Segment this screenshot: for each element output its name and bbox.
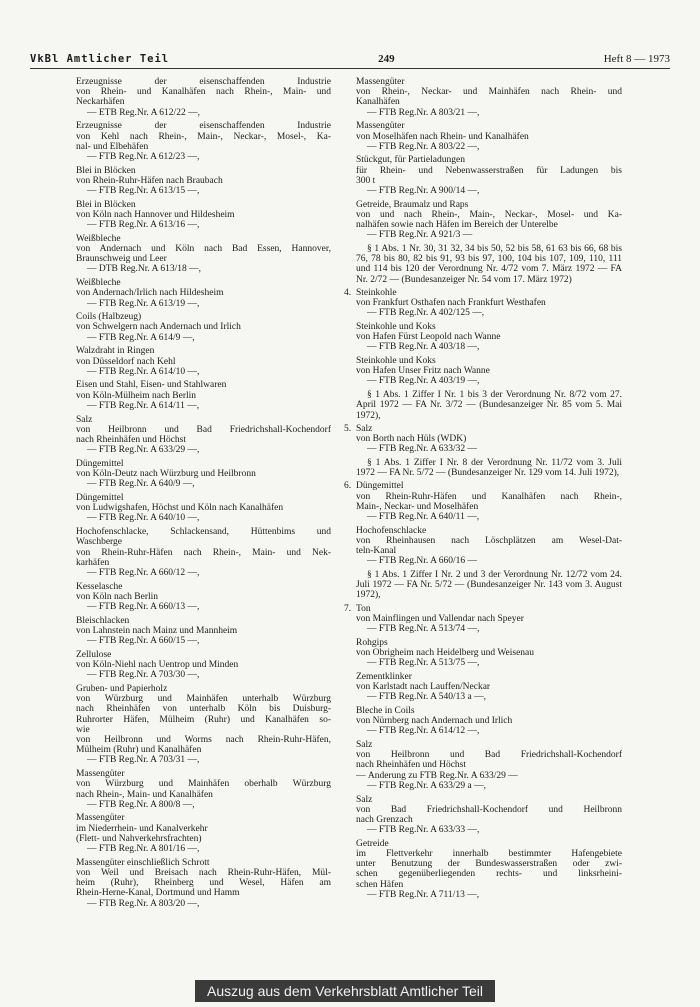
entry-reference: — FTB Reg.Nr. A 800/8 —, — [87, 799, 195, 810]
entry-line: nach Rheinhäfen von unterhalb Köln bis Duisburg- — [76, 704, 331, 715]
entry-title: Massengüter — [356, 121, 405, 132]
page-header — [30, 49, 670, 65]
entry-line: von Rhein-Ruhr-Häfen und Kanalhäfen nach Rhein-, — [356, 491, 622, 502]
entry-reference: — FTB Reg.Nr. A 614/10 —, — [87, 366, 200, 377]
entry-line: im Niederrhein- und Kanalverkehr — [76, 823, 208, 834]
entry-line: von Frankfurt Osthafen nach Frankfurt Westhafen — [356, 298, 546, 309]
list-item — [76, 77, 331, 118]
entry-line: von Rhein- und Kanalhäfen nach Rhein-, Main- und — [76, 87, 331, 98]
entry-line: von Karlstadt nach Lauffen/Neckar — [356, 681, 491, 692]
list-item — [356, 322, 622, 353]
entry-line: Kanalhäfen — [356, 97, 400, 108]
entry-line: von Mainflingen und Vallendar nach Speyer — [356, 613, 524, 624]
entry-title: Gruben- und Papierholz — [76, 683, 168, 694]
entry-line: Mülheim (Ruhr) und Kanalhäfen — [76, 745, 202, 756]
entry-title: Salz — [356, 423, 373, 434]
list-item — [356, 424, 622, 455]
entry-line: von und nach Rhein-, Main-, Neckar-, Mosel- und Ka- — [356, 209, 622, 220]
entry-title: Kesselasche — [76, 581, 123, 592]
footer-banner: Auszug aus dem Verkehrsblatt Amtlicher Teil — [195, 980, 495, 1002]
entry-title: Salz — [356, 794, 373, 805]
entry-line: von Borth nach Hüls (WDK) — [356, 434, 467, 444]
entry-line: von Obrigheim nach Heidelberg und Weisenau — [356, 647, 535, 658]
list-item — [76, 858, 331, 909]
entry-title: Steinkohle — [356, 287, 397, 298]
entry-line: von Andernach/Irlich nach Hildesheim — [76, 288, 224, 299]
numbered-section — [344, 481, 622, 601]
list-item — [356, 795, 622, 836]
entry-line: 300 t — [356, 175, 376, 186]
entry-line: von Rhein-Ruhr-Häfen nach Braubach — [76, 175, 223, 186]
entry-reference: — FTB Reg.Nr. A 614/11 —, — [87, 400, 200, 411]
section-number: 4. — [344, 287, 352, 298]
entry-reference: — FTB Reg.Nr. A 613/19 —, — [87, 298, 200, 309]
entry-reference: — FTB Reg.Nr. A 803/20 —, — [87, 898, 200, 909]
list-item — [356, 288, 622, 319]
entry-reference: — FTB Reg.Nr. A 660/12 —, — [87, 567, 200, 578]
entry-line: von Köln-Niehl nach Uentrop und Minden — [76, 660, 239, 671]
header-rule — [30, 68, 670, 69]
entry-title: Massengüter — [356, 77, 405, 87]
entry-line: nach Grenzach — [356, 814, 413, 825]
numbered-section — [344, 423, 622, 479]
list-item — [76, 582, 331, 613]
list-item — [356, 526, 622, 567]
entry-title: Getreide, Braumalz und Raps — [356, 199, 469, 210]
regulation-paragraph: § 1 Abs. 1 Ziffer I Nr. 8 der Verordnung Nr. 11/72 vom 3. Juli 1972 — FA Nr. 5/72 — (Bundesanzeiger Nr. 129 vom 14. Juli 1972), — [356, 457, 622, 479]
entry-title: Massengüter einschließlich Schrott — [76, 857, 210, 868]
entry-line: Rhein-Herne-Kanal, Dortmund und Hamm — [76, 888, 240, 899]
page-number: 249 — [378, 53, 395, 65]
entry-line: von Rhein-Ruhr-Häfen nach Rhein-, Main- und Nek- — [76, 547, 331, 558]
entry-title: Zementklinker — [356, 671, 412, 682]
entry-line: schen Häfen — [356, 879, 404, 890]
entry-line: von Bad Friedrichshall-Kochendorf und Heilbronn — [356, 804, 622, 815]
entry-title: Blei in Blöcken — [76, 165, 136, 176]
entry-reference: — FTB Reg.Nr. A 614/12 —, — [367, 726, 480, 737]
entry-line: schen gegenüberliegenden rechts- und linksrheini- — [356, 869, 622, 880]
section-number: 7. — [344, 603, 352, 614]
section-number: 6. — [344, 481, 352, 492]
entry-title: Steinkohle und Koks — [356, 356, 436, 367]
entry-title: Blei in Blöcken — [76, 199, 136, 210]
list-item — [76, 346, 331, 377]
entry-reference: — FTB Reg.Nr. A 640/11 —, — [367, 511, 480, 522]
entry-reference: — FTB Reg.Nr. A 660/13 —, — [87, 602, 200, 613]
list-item — [356, 638, 622, 669]
entry-reference: — FTB Reg.Nr. A 402/125 —, — [367, 308, 485, 319]
entry-line: nalhäfen sowie nach Häfen im Bereich der Unterelbe — [356, 220, 558, 231]
entry-title: Massengüter — [76, 813, 125, 824]
entry-line: von Würzburg und Mainhäfen oberhalb Würzburg — [76, 779, 331, 790]
entry-line: — Änderung zu FTB Reg.Nr. A 633/29 — — [356, 770, 518, 781]
entry-title: Massengüter — [76, 769, 125, 780]
entry-title: Rohgips — [356, 637, 388, 648]
entry-title: Walzdraht in Ringen — [76, 346, 155, 357]
entry-line: nach Rheinhäfen und Höchst — [76, 435, 187, 445]
entry-reference: — FTB Reg.Nr. A 614/9 —, — [87, 332, 195, 343]
entry-line: für Rhein- und Nebenwasserstraßen für Ladungen bis — [356, 165, 622, 176]
entry-line: Neckarhäfen — [76, 97, 125, 108]
entry-line: von Köln-Deutz nach Würzburg und Heilbronn — [76, 469, 256, 480]
entry-line: von Weil und Breisach nach Rhein-Ruhr-Häfen, Mül- — [76, 867, 331, 878]
entry-line: heim (Ruhr), Rheinberg und Wesel, Häfen am — [76, 878, 331, 889]
list-item — [76, 769, 331, 810]
entry-title: Weißbleche — [76, 233, 121, 244]
entry-reference: — DTB Reg.Nr. A 613/18 —, — [87, 264, 202, 275]
entry-line: Waschberge — [76, 537, 123, 548]
entry-line: Main-, Neckar- und Moselhäfen — [356, 501, 479, 512]
entry-reference: — FTB Reg.Nr. A 711/13 —, — [367, 889, 480, 900]
entry-line: von Heilbronn und Worms nach Rhein-Ruhr-Häfen, — [76, 734, 331, 745]
entry-title: Düngemittel — [356, 481, 404, 492]
entry-reference: — FTB Reg.Nr. A 640/9 —, — [87, 479, 195, 490]
list-item — [76, 813, 331, 854]
entry-title: Steinkohle und Koks — [356, 321, 436, 332]
entry-reference: — FTB Reg.Nr. A 540/13 a —, — [367, 692, 487, 703]
entry-title: Bleischlacken — [76, 615, 130, 626]
left-column — [76, 77, 331, 912]
entry-title: Salz — [356, 739, 373, 750]
entry-reference: — FTB Reg.Nr. A 633/32 — — [367, 444, 478, 455]
entry-line: von Rheinhausen nach Löschplätzen am Wesel-Dat- — [356, 535, 622, 546]
regulation-paragraph: § 1 Abs. 1 Nr. 30, 31 32, 34 bis 50, 52 bis 58, 61 63 bis 66, 68 bis 76, 78 bis 80, 82 bis 91, 93 bis 97, 100, 104 bis 107, 109, 110, 111 und 114 bis 120 der Verordnung Nr. 4/72 vom 7. März 1972 — FA Nr. 2/72 — (Bundesanzeiger Nr. 54 vom 17. März 1972) — [356, 244, 622, 285]
entry-reference: — FTB Reg.Nr. A 900/14 —, — [367, 186, 480, 197]
list-item — [76, 312, 331, 343]
entry-title: Düngemittel — [76, 458, 124, 469]
list-item — [356, 77, 622, 118]
entry-title: Hochofenschlacke, Schlackensand, Hüttenbims und — [76, 527, 331, 538]
entry-title: Coils (Halbzeug) — [76, 312, 142, 323]
list-item — [356, 356, 622, 387]
entry-title: Düngemittel — [76, 493, 124, 504]
entry-reference: — FTB Reg.Nr. A 703/30 —, — [87, 670, 200, 681]
entry-line: von Heilbronn und Bad Friedrichshall-Kochendorf — [76, 424, 331, 435]
list-item — [76, 234, 331, 275]
entry-line: nach Rheinhäfen und Höchst — [356, 760, 467, 771]
entry-line: von Kehl nach Rhein-, Main-, Neckar-, Mosel-, Ka- — [76, 131, 331, 142]
entry-line: unter Benutzung der Bundeswasserstraßen oder zwi- — [356, 859, 622, 870]
regulation-paragraph: § 1 Abs. 1 Ziffer I Nr. 2 und 3 der Verordnung Nr. 12/72 vom 24. Juli 1972 — FA Nr. 5/72 — (Bundesanzeiger Nr. 143 vom 3. August 1972), — [356, 569, 622, 601]
list-item — [356, 604, 622, 635]
list-item — [76, 493, 331, 524]
entry-line: von Hafen Unser Fritz nach Wanne — [356, 366, 490, 377]
entry-reference: — FTB Reg.Nr. A 633/29 a —, — [367, 780, 487, 791]
right-column — [344, 77, 622, 904]
list-item — [356, 672, 622, 703]
list-item — [76, 200, 331, 231]
list-item — [356, 200, 622, 241]
entry-line: von Köln-Mülheim nach Berlin — [76, 390, 197, 401]
list-item — [76, 166, 331, 197]
entry-line: von Würzburg und Mainhäfen unterhalb Würzburg — [76, 694, 331, 705]
entry-line: Braunschweig und Leer — [76, 254, 167, 265]
entry-reference: — FTB Reg.Nr. A 612/23 —, — [87, 151, 200, 162]
entry-reference: — FTB Reg.Nr. A 403/19 —, — [367, 376, 480, 387]
list-item — [76, 278, 331, 309]
entry-line: von Köln nach Hannover und Hildesheim — [76, 209, 235, 220]
list-item — [76, 684, 331, 766]
entry-title: Eisen und Stahl, Eisen- und Stahlwaren — [76, 380, 227, 391]
entry-line: (Flett- und Nahverkehrsfrachten) — [76, 833, 202, 844]
entry-title: Hochofenschlacke — [356, 525, 427, 536]
entry-reference: — FTB Reg.Nr. A 703/31 —, — [87, 755, 200, 766]
list-item — [76, 380, 331, 411]
entry-reference: — FTB Reg.Nr. A 403/18 —, — [367, 342, 480, 353]
numbered-section — [344, 603, 622, 900]
entry-line: von Heilbronn und Bad Friedrichshall-Kochendorf — [356, 750, 622, 761]
list-item — [356, 155, 622, 196]
entry-reference: — FTB Reg.Nr. A 803/22 —, — [367, 141, 480, 152]
entry-line: von Nürnberg nach Andernach und Irlich — [356, 716, 513, 727]
list-item — [76, 121, 331, 162]
entry-title: Bleche in Coils — [356, 705, 415, 716]
list-item — [76, 527, 331, 578]
numbered-section — [344, 287, 622, 421]
entry-line: karhäfen — [76, 557, 110, 568]
entry-line: im Flettverkehr innerhalb bestimmter Hafengebiete — [356, 849, 622, 860]
entry-title: Erzeugnisse der eisenschaffenden Industrie — [76, 121, 331, 132]
list-item — [356, 706, 622, 737]
entry-title: Zellulose — [76, 649, 112, 660]
entry-title: Ton — [356, 603, 371, 614]
entry-reference: — FTB Reg.Nr. A 633/33 —, — [367, 825, 480, 836]
entry-line: von Köln nach Berlin — [76, 591, 159, 602]
entry-line: von Schwelgern nach Andernach und Irlich — [76, 322, 241, 333]
entry-title: Salz — [76, 414, 93, 425]
list-item — [356, 481, 622, 522]
list-item — [356, 740, 622, 791]
entry-title: Getreide — [356, 838, 389, 849]
issue-label: Heft 8 — 1973 — [603, 53, 670, 65]
section-number: 5. — [344, 423, 352, 434]
list-item — [76, 650, 331, 681]
entry-reference: — FTB Reg.Nr. A 633/29 —, — [87, 445, 200, 456]
entry-reference: — ETB Reg.Nr. A 612/22 —, — [87, 107, 200, 118]
entry-reference: — FTB Reg.Nr. A 660/16 — — [367, 556, 478, 567]
entry-line: Ruhrorter Häfen, Mülheim (Ruhr) und Kanalhäfen so- — [76, 714, 331, 725]
entry-reference: — FTB Reg.Nr. A 921/3 — — [367, 230, 473, 241]
entry-line: wie — [76, 724, 90, 735]
journal-title: VkBl Amtlicher Teil — [30, 53, 170, 65]
entry-reference: — FTB Reg.Nr. A 801/16 —, — [87, 844, 200, 855]
entry-reference: — FTB Reg.Nr. A 640/10 —, — [87, 513, 200, 524]
list-item — [356, 839, 622, 900]
entry-title: Weißbleche — [76, 278, 121, 289]
entry-reference: — FTB Reg.Nr. A 660/15 —, — [87, 636, 200, 647]
entry-reference: — FTB Reg.Nr. A 513/74 —, — [367, 623, 480, 634]
entry-reference: — FTB Reg.Nr. A 613/15 —, — [87, 186, 200, 197]
regulation-paragraph: § 1 Abs. 1 Ziffer I Nr. 1 bis 3 der Verordnung Nr. 8/72 vom 27. April 1972 — FA Nr. 3/72 — (Bundesanzeiger Nr. 85 vom 5. Mai 1972), — [356, 390, 622, 421]
entry-line: von Rhein-, Neckar- und Mainhäfen nach Rhein- und — [356, 87, 622, 98]
entry-line: von Ludwigshafen, Höchst und Köln nach Kanalhäfen — [76, 503, 284, 514]
entry-line: nach Rhein-, Main- und Kanalhäfen — [76, 789, 213, 800]
list-item — [76, 415, 331, 456]
entry-line: von Düsseldorf nach Kehl — [76, 356, 176, 367]
entry-title: Erzeugnisse der eisenschaffenden Industrie — [76, 77, 331, 87]
entry-line: von Lahnstein nach Mainz und Mannheim — [76, 625, 238, 636]
entry-line: teln-Kanal — [356, 546, 397, 557]
entry-reference: — FTB Reg.Nr. A 613/16 —, — [87, 220, 200, 231]
entry-title: Stückgut, für Partieladungen — [356, 155, 465, 166]
list-item — [76, 616, 331, 647]
entry-reference: — FTB Reg.Nr. A 513/75 —, — [367, 658, 480, 669]
list-item — [76, 459, 331, 490]
entry-line: von Moselhäfen nach Rhein- und Kanalhäfen — [356, 131, 529, 142]
entry-line: von Hafen Fürst Leopold nach Wanne — [356, 332, 501, 343]
entry-line: nal- und Elbehäfen — [76, 141, 149, 152]
entry-reference: — FTB Reg.Nr. A 803/21 —, — [367, 107, 480, 118]
list-item — [356, 121, 622, 152]
entry-line: von Andernach und Köln nach Bad Essen, Hannover, — [76, 244, 331, 255]
